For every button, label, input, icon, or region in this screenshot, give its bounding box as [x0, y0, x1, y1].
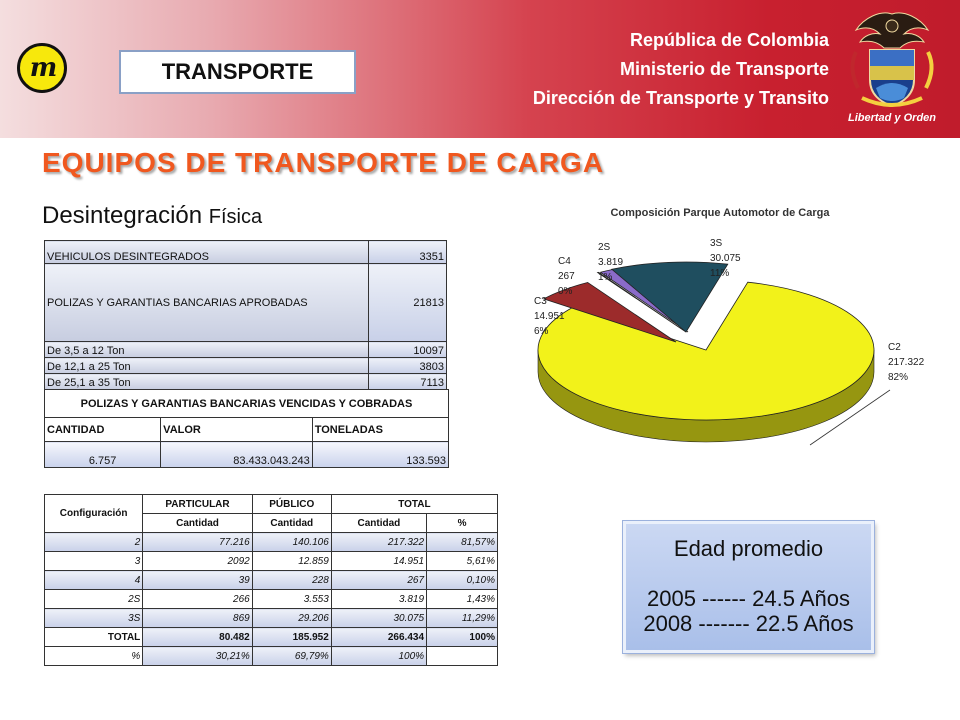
table-cell: 3.819: [331, 590, 426, 609]
table-row: [45, 533, 498, 552]
header-banner: [0, 0, 960, 138]
pie-label-text: C2: [888, 342, 901, 353]
edad-title: Edad promedio: [673, 536, 824, 561]
pie-label-text: 267: [558, 271, 575, 282]
configuracion-table: [44, 494, 498, 666]
pie-label-text: C3: [534, 296, 547, 307]
table-cell: 11,29%: [427, 609, 498, 628]
table-cell: 140.106: [252, 533, 331, 552]
table-row: [45, 342, 447, 358]
table-cell-label: VEHICULOS DESINTEGRADOS: [45, 241, 369, 264]
column-header-toneladas: TONELADAS: [312, 418, 448, 442]
pie-label-text: 6%: [534, 326, 549, 337]
pie-label-text: 217.322: [888, 357, 925, 368]
desintegrados-table: [44, 240, 447, 390]
coat-of-arms-motto: Libertad y Orden: [847, 112, 937, 124]
table-row: [45, 390, 449, 418]
government-lines: [533, 26, 829, 113]
table-cell: 30.075: [331, 609, 426, 628]
vencidas-title: POLIZAS Y GARANTIAS BANCARIAS VENCIDAS Y COBRADAS: [45, 390, 449, 418]
value-cantidad: 6.757: [45, 442, 161, 468]
value-toneladas: 133.593: [312, 442, 448, 468]
pie-label-text: 11%: [710, 268, 730, 279]
table-cell: 29.206: [252, 609, 331, 628]
table-row: [45, 495, 498, 514]
table-row: [45, 358, 447, 374]
table-row: [45, 609, 498, 628]
table-cell: 217.322: [331, 533, 426, 552]
subtitle-small: Física: [208, 206, 263, 228]
pie-label-text: 0%: [558, 286, 573, 297]
table-cell: TOTAL: [45, 628, 143, 647]
table-cell-label: POLIZAS Y GARANTIAS BANCARIAS APROBADAS: [45, 264, 369, 342]
subtitle-main: Desintegración: [42, 202, 203, 229]
table-cell: 5,61%: [427, 552, 498, 571]
table-cell-value: 3351: [369, 241, 447, 264]
gov-line-ministerio: Ministerio de Transporte: [619, 59, 829, 79]
column-header-cantidad: CANTIDAD: [45, 418, 161, 442]
pie-label-text: 2S: [598, 242, 611, 253]
table-cell: 12.859: [252, 552, 331, 571]
table-row: [45, 418, 449, 442]
chart-title: Composición Parque Automotor de Carga: [610, 207, 830, 219]
table-cell: %: [45, 647, 143, 666]
table-cell-label: De 12,1 a 25 Ton: [45, 358, 369, 374]
table-row: [45, 442, 449, 468]
table-cell: 185.952: [252, 628, 331, 647]
coat-of-arms-icon: [842, 8, 942, 112]
pie-chart-svg: [500, 200, 940, 480]
table-cell: 869: [143, 609, 252, 628]
table-cell: 2092: [143, 552, 252, 571]
table-cell: 80.482: [143, 628, 252, 647]
table-cell: 77.216: [143, 533, 252, 552]
pie-label-text: 3S: [710, 238, 723, 249]
table-cell: 30,21%: [143, 647, 252, 666]
table-cell: 266.434: [331, 628, 426, 647]
column-header-publico: PÚBLICO: [252, 495, 331, 514]
section-subtitle: [42, 202, 262, 230]
table-cell-label: De 25,1 a 35 Ton: [45, 374, 369, 390]
transporte-badge: TRANSPORTE: [119, 50, 356, 94]
edad-promedio-box: [623, 521, 874, 653]
table-cell: 39: [143, 571, 252, 590]
ministry-logo: [17, 43, 67, 93]
table-row: [45, 241, 447, 264]
pie-chart: [500, 200, 940, 480]
table-row: [45, 374, 447, 390]
value-valor: 83.433.043.243: [161, 442, 313, 468]
table-cell: 69,79%: [252, 647, 331, 666]
table-cell: 266: [143, 590, 252, 609]
table-cell-value: 10097: [369, 342, 447, 358]
subheader-cantidad: Cantidad: [252, 514, 331, 533]
table-row: [45, 647, 498, 666]
subheader-cantidad: Cantidad: [331, 514, 426, 533]
subheader-pct: %: [427, 514, 498, 533]
edad-line-2005: 2005 ------ 24.5 Años: [647, 586, 850, 611]
table-row: [45, 590, 498, 609]
table-cell: 4: [45, 571, 143, 590]
table-cell-value: 21813: [369, 264, 447, 342]
column-header-total: TOTAL: [331, 495, 497, 514]
pie-label-text: 1%: [598, 272, 613, 283]
gov-line-direccion: Dirección de Transporte y Transito: [532, 88, 829, 108]
table-cell: 100%: [427, 628, 498, 647]
vencidas-table: [44, 389, 449, 468]
pie-label-text: 30.075: [710, 253, 741, 264]
table-cell: 2: [45, 533, 143, 552]
page-title: EQUIPOS DE TRANSPORTE DE CARGA: [42, 147, 605, 178]
table-cell: 228: [252, 571, 331, 590]
column-header-valor: VALOR: [161, 418, 313, 442]
pie-label-text: C4: [558, 256, 571, 267]
pie-label-3s: [710, 238, 741, 279]
pie-label-c2: [888, 342, 925, 383]
table-row: [45, 264, 447, 342]
table-cell: 3S: [45, 609, 143, 628]
table-cell: 1,43%: [427, 590, 498, 609]
table-cell: [427, 647, 498, 666]
column-header-particular: PARTICULAR: [143, 495, 252, 514]
table-cell: 267: [331, 571, 426, 590]
table-row: [45, 628, 498, 647]
table-row: [45, 552, 498, 571]
table-cell: 81,57%: [427, 533, 498, 552]
pie-label-text: 14.951: [534, 311, 565, 322]
table-cell: 3.553: [252, 590, 331, 609]
table-cell-value: 3803: [369, 358, 447, 374]
table-cell: 3: [45, 552, 143, 571]
table-cell: 100%: [331, 647, 426, 666]
pie-label-text: 3.819: [598, 257, 624, 268]
table-row: [45, 571, 498, 590]
coat-of-arms: [842, 8, 942, 130]
table-cell: 2S: [45, 590, 143, 609]
gov-line-republica: República de Colombia: [629, 30, 829, 50]
ministry-logo-text: m: [29, 53, 55, 83]
table-cell: 14.951: [331, 552, 426, 571]
edad-line-2008: 2008 ------- 22.5 Años: [643, 611, 854, 636]
pie-label-text: 82%: [888, 372, 909, 383]
column-header-configuracion: Configuración: [45, 495, 143, 533]
subheader-cantidad: Cantidad: [143, 514, 252, 533]
table-cell-value: 7113: [369, 374, 447, 390]
table-cell: 0,10%: [427, 571, 498, 590]
table-cell-label: De 3,5 a 12 Ton: [45, 342, 369, 358]
